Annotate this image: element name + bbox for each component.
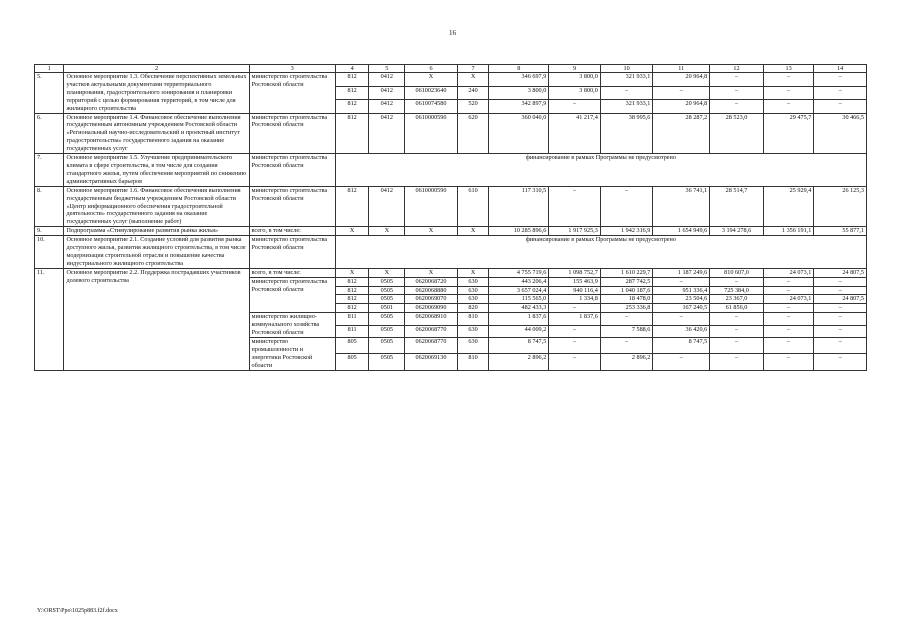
data-cell: 812	[335, 186, 369, 227]
data-cell: 167 240,5	[653, 304, 710, 313]
data-cell: –	[549, 325, 601, 337]
data-cell: 443 206,4	[489, 277, 549, 286]
data-cell: 951 336,4	[653, 286, 710, 295]
row-number: 8.	[35, 186, 64, 227]
data-cell: 725 384,0	[710, 286, 764, 295]
row-number: 11.	[35, 268, 64, 370]
data-cell: –	[549, 100, 601, 114]
data-cell: 1 334,8	[549, 295, 601, 304]
column-header: 7	[457, 65, 489, 73]
data-cell: 44 009,2	[489, 325, 549, 337]
data-cell: –	[763, 73, 813, 87]
data-cell: 620	[457, 113, 489, 154]
measure-name: Основное мероприятие 2.2. Поддержка пострадавших участников долевого строительства	[64, 268, 249, 370]
data-cell: 812	[335, 86, 369, 100]
data-cell: 1 917 925,3	[549, 227, 601, 236]
data-cell: X	[457, 73, 489, 87]
executor-cell: министерство жилищно-коммунального хозяйства Ростовской области	[249, 313, 335, 338]
data-cell: –	[653, 354, 710, 370]
data-cell: 1 837,6	[549, 313, 601, 325]
data-cell: 940 116,4	[549, 286, 601, 295]
row-number: 9.	[35, 227, 64, 236]
data-cell: 253 336,8	[600, 304, 653, 313]
data-cell: 630	[457, 277, 489, 286]
data-cell: 155 463,9	[549, 277, 601, 286]
data-cell: –	[814, 313, 867, 325]
executor-cell: министерство строительства Ростовской области	[249, 277, 335, 313]
data-cell: 0620068770	[405, 338, 458, 354]
measure-name: Основное мероприятие 2.1. Создание условий для развития рынка доступного жилья, развития жилищного строительства, в том числе модернизация строительной отрасли и повышение качества индустриального жилищного строительства	[64, 236, 249, 269]
data-cell: –	[549, 338, 601, 354]
executor-cell: министерство строительства Ростовской области	[249, 154, 335, 187]
data-cell: 0412	[369, 113, 405, 154]
data-cell: 820	[457, 304, 489, 313]
data-cell: –	[710, 354, 764, 370]
data-cell: 0412	[369, 100, 405, 114]
data-cell: 0620068770	[405, 325, 458, 337]
data-cell: 2 896,2	[489, 354, 549, 370]
data-cell: 346 697,9	[489, 73, 549, 87]
data-cell: –	[814, 338, 867, 354]
data-cell: 26 125,3	[814, 186, 867, 227]
table-row	[35, 113, 867, 154]
table-row	[35, 73, 867, 87]
data-cell: 0620068910	[405, 313, 458, 325]
data-cell: 0620069090	[405, 304, 458, 313]
data-cell: 0505	[369, 277, 405, 286]
data-cell: 0610000590	[405, 113, 458, 154]
data-cell: 24 807,5	[814, 268, 867, 277]
data-cell: –	[814, 277, 867, 286]
data-cell: –	[653, 313, 710, 325]
data-cell: 811	[335, 313, 369, 325]
data-cell: –	[763, 325, 813, 337]
data-cell: 240	[457, 86, 489, 100]
data-cell: 3 800,0	[489, 86, 549, 100]
data-cell: –	[710, 86, 764, 100]
file-path-footer: Y:\ORST\Ppo\1025p883.f2f.docx	[37, 608, 118, 614]
data-cell: 0620069070	[405, 295, 458, 304]
data-cell: –	[814, 304, 867, 313]
data-cell: –	[710, 325, 764, 337]
executor-cell: министерство промышленности и энергетики Ростовской области	[249, 338, 335, 371]
data-cell: 30 466,5	[814, 113, 867, 154]
data-cell: –	[710, 277, 764, 286]
data-cell: 24 807,5	[814, 295, 867, 304]
data-cell: 0610023640	[405, 86, 458, 100]
row-number: 6.	[35, 113, 64, 154]
column-header: 6	[405, 65, 458, 73]
data-cell: 8 747,5	[489, 338, 549, 354]
data-cell: 1 610 229,7	[600, 268, 653, 277]
measure-name: Подпрограмма «Стимулирование развития рынка жилья»	[64, 227, 249, 236]
table-row	[35, 227, 867, 236]
data-cell: 24 073,1	[763, 295, 813, 304]
data-cell: 0501	[369, 304, 405, 313]
data-cell: X	[369, 227, 405, 236]
data-cell: 0620068880	[405, 286, 458, 295]
data-cell: 3 800,0	[549, 73, 601, 87]
data-cell: 812	[335, 277, 369, 286]
executor-cell: министерство строительства Ростовской области	[249, 236, 335, 269]
data-cell: –	[763, 86, 813, 100]
column-header: 14	[814, 65, 867, 73]
data-cell: 28 287,2	[653, 113, 710, 154]
data-cell: –	[600, 186, 653, 227]
row-number: 10.	[35, 236, 64, 269]
data-cell: –	[710, 338, 764, 354]
data-cell: 0412	[369, 73, 405, 87]
data-cell: 0505	[369, 286, 405, 295]
data-cell: 115 565,0	[489, 295, 549, 304]
data-cell: 0505	[369, 313, 405, 325]
data-cell: –	[814, 286, 867, 295]
data-cell: X	[335, 227, 369, 236]
data-cell: X	[457, 227, 489, 236]
data-cell: 0505	[369, 295, 405, 304]
data-cell: X	[405, 227, 458, 236]
header-row	[35, 65, 867, 73]
column-header: 2	[64, 65, 249, 73]
data-cell: 20 964,8	[653, 100, 710, 114]
data-cell: 812	[335, 286, 369, 295]
executor-cell: министерство строительства Ростовской области	[249, 73, 335, 114]
data-cell: –	[653, 86, 710, 100]
data-cell: 812	[335, 100, 369, 114]
page-number: 16	[449, 29, 456, 37]
data-cell: X	[369, 268, 405, 277]
data-cell: 812	[335, 73, 369, 87]
data-cell: –	[710, 73, 764, 87]
executor-cell: министерство строительства Ростовской области	[249, 113, 335, 154]
data-cell: 20 964,8	[653, 73, 710, 87]
data-cell: 1 098 752,7	[549, 268, 601, 277]
data-cell: 482 433,3	[489, 304, 549, 313]
data-cell: 2 896,2	[600, 354, 653, 370]
data-cell: 810 607,0	[710, 268, 764, 277]
data-cell: 630	[457, 325, 489, 337]
data-cell: 28 514,7	[710, 186, 764, 227]
data-cell: 810	[457, 354, 489, 370]
data-cell: 36 420,6	[653, 325, 710, 337]
data-cell: 24 073,1	[763, 268, 813, 277]
data-cell: 630	[457, 338, 489, 354]
data-cell: 0412	[369, 86, 405, 100]
executor-cell: всего, в том числе:	[249, 268, 335, 277]
data-cell: 3 657 024,4	[489, 286, 549, 295]
data-cell: –	[763, 286, 813, 295]
data-cell: 18 478,0	[600, 295, 653, 304]
column-header: 8	[489, 65, 549, 73]
data-cell: 0610000590	[405, 186, 458, 227]
data-cell: 812	[335, 295, 369, 304]
data-cell: 342 897,9	[489, 100, 549, 114]
data-cell: 41 217,4	[549, 113, 601, 154]
data-cell: 812	[335, 304, 369, 313]
data-cell: X	[335, 268, 369, 277]
program-finance-table	[34, 64, 867, 371]
data-cell: –	[814, 325, 867, 337]
data-cell: –	[763, 277, 813, 286]
data-cell: 805	[335, 338, 369, 354]
data-cell: 0505	[369, 354, 405, 370]
data-cell: –	[763, 100, 813, 114]
column-header: 11	[653, 65, 710, 73]
data-cell: –	[814, 86, 867, 100]
data-cell: –	[600, 313, 653, 325]
data-cell: 812	[335, 113, 369, 154]
data-cell: 1 187 249,6	[653, 268, 710, 277]
data-cell: 4 755 719,6	[489, 268, 549, 277]
data-cell: –	[549, 186, 601, 227]
data-cell: –	[814, 100, 867, 114]
data-cell: –	[763, 338, 813, 354]
data-cell: X	[405, 268, 458, 277]
no-financing-note: финансирование в рамках Программы не предусмотрено	[335, 154, 866, 187]
data-cell: 0505	[369, 338, 405, 354]
data-cell: X	[457, 268, 489, 277]
data-cell: 630	[457, 286, 489, 295]
data-cell: 117 310,5	[489, 186, 549, 227]
measure-name: Основное мероприятие 1.3. Обеспечение перспективных земельных участков актуальными документами территориального планирования, градостроительного зонирования и планировки территорий с целью формирования территорий, в том числе для жилищного строительства	[64, 73, 249, 114]
data-cell: 38 995,6	[600, 113, 653, 154]
executor-cell: министерство строительства Ростовской области	[249, 186, 335, 227]
data-cell: 360 040,0	[489, 113, 549, 154]
data-cell: –	[710, 313, 764, 325]
data-cell: 1 942 316,9	[600, 227, 653, 236]
table-row	[35, 154, 867, 187]
table-row	[35, 236, 867, 269]
data-cell: 3 800,0	[549, 86, 601, 100]
data-cell: 0610074580	[405, 100, 458, 114]
column-header: 13	[763, 65, 813, 73]
data-cell: 23 504,6	[653, 295, 710, 304]
data-cell: 321 933,1	[600, 73, 653, 87]
data-cell: 520	[457, 100, 489, 114]
data-cell: –	[814, 354, 867, 370]
column-header: 3	[249, 65, 335, 73]
table-row	[35, 268, 867, 277]
data-cell: 0620068720	[405, 277, 458, 286]
data-cell: 0412	[369, 186, 405, 227]
data-cell: 287 742,5	[600, 277, 653, 286]
data-cell: 610	[457, 186, 489, 227]
data-cell: 25 929,4	[763, 186, 813, 227]
data-cell: 61 856,0	[710, 304, 764, 313]
data-cell: 7 588,6	[600, 325, 653, 337]
data-cell: –	[600, 338, 653, 354]
column-header: 9	[549, 65, 601, 73]
data-cell: 810	[457, 313, 489, 325]
data-cell: –	[763, 304, 813, 313]
data-cell: 28 523,0	[710, 113, 764, 154]
data-cell: –	[814, 73, 867, 87]
data-cell: 0620069130	[405, 354, 458, 370]
row-number: 5.	[35, 73, 64, 114]
data-cell: 630	[457, 295, 489, 304]
data-cell: 10 285 896,6	[489, 227, 549, 236]
data-cell: 321 933,1	[600, 100, 653, 114]
table-row	[35, 186, 867, 227]
data-cell: 0505	[369, 325, 405, 337]
data-cell: 805	[335, 354, 369, 370]
measure-name: Основное мероприятие 1.6. Финансовое обеспечения выполнения государственным бюджетным учреждением Ростовской области «Центр информационного обеспечения градостроительной деятельности» государственного задания на оказание государственных услуг (выполнение работ)	[64, 186, 249, 227]
data-cell: –	[653, 277, 710, 286]
data-cell: 1 040 187,6	[600, 286, 653, 295]
measure-name: Основное мероприятие 1.5. Улучшение предпринимательского климата в сфере строительства, в том числе для создания стандартного жилья, путем обеспечения мероприятий по снижению административных барьеров	[64, 154, 249, 187]
data-cell: 55 877,1	[814, 227, 867, 236]
data-cell: 1 837,6	[489, 313, 549, 325]
data-cell: X	[405, 73, 458, 87]
data-cell: –	[763, 354, 813, 370]
data-cell: –	[600, 86, 653, 100]
data-cell: –	[763, 313, 813, 325]
data-cell: –	[710, 100, 764, 114]
column-header: 5	[369, 65, 405, 73]
data-cell: 29 475,7	[763, 113, 813, 154]
column-header: 4	[335, 65, 369, 73]
data-cell: 811	[335, 325, 369, 337]
measure-name: Основное мероприятие 1.4. Финансовое обеспечение выполнения государственным автономным учреждением Ростовской области «Региональный научно-исследовательский и проектный институт градостроительства» государственного задания на оказание государственных услуг	[64, 113, 249, 154]
data-cell: 1 356 191,1	[763, 227, 813, 236]
data-cell: 23 367,0	[710, 295, 764, 304]
column-header: 1	[35, 65, 64, 73]
data-cell: 3 194 278,6	[710, 227, 764, 236]
data-cell: 36 741,1	[653, 186, 710, 227]
data-cell: –	[549, 304, 601, 313]
executor-cell: всего, в том числе:	[249, 227, 335, 236]
column-header: 10	[600, 65, 653, 73]
column-header: 12	[710, 65, 764, 73]
no-financing-note: финансирование в рамках Программы не предусмотрено	[335, 236, 866, 269]
data-cell: 1 654 949,6	[653, 227, 710, 236]
data-cell: 8 747,5	[653, 338, 710, 354]
data-cell: –	[549, 354, 601, 370]
row-number: 7.	[35, 154, 64, 187]
